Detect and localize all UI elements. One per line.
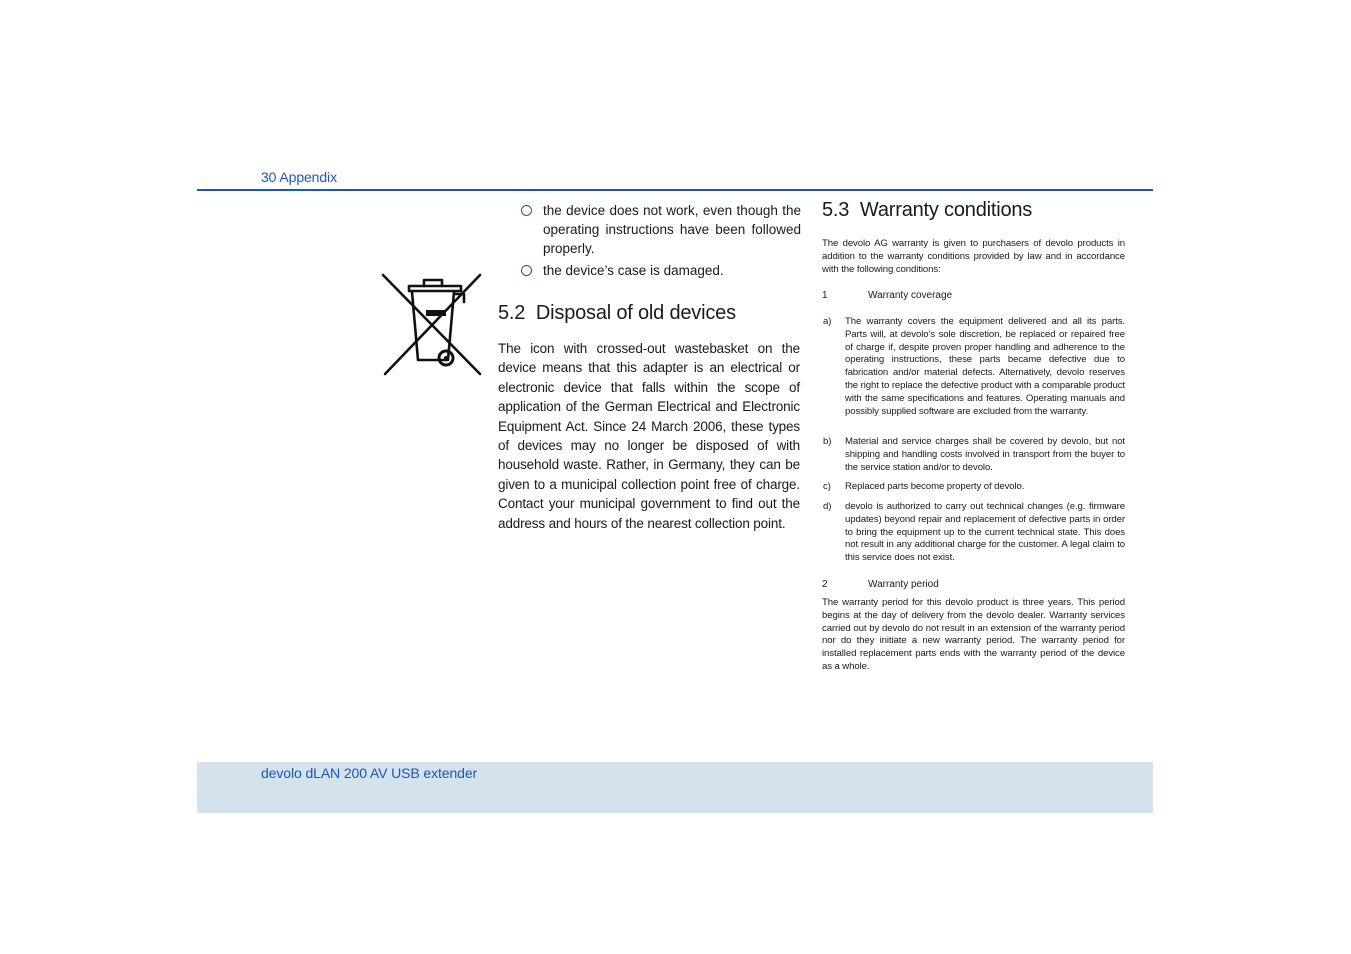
circle-bullet-icon [521, 265, 532, 276]
coverage-item-d [822, 501, 1125, 565]
item-text: Material and service charges shall be covered by devolo, but not shipping and handling costs involved in transport from the buyer to the service station and/or to devolo. [845, 436, 1125, 473]
item-letter: c) [823, 481, 831, 492]
item-letter: d) [823, 501, 832, 512]
item-letter: b) [823, 436, 832, 447]
section-title: Warranty coverage [868, 290, 953, 301]
page-header: 30 Appendix [261, 169, 337, 185]
section-number: 1 [822, 290, 828, 301]
warranty-intro: The devolo AG warranty is given to purchasers of devolo products in addition to the warranty conditions provided by law and in accordance with the following conditions: [822, 238, 1125, 275]
list-item [519, 261, 801, 280]
item-letter: a) [823, 316, 832, 327]
warranty-heading: 5.3 Warranty conditions [822, 199, 1033, 221]
coverage-item-a [822, 316, 1125, 418]
list-item [519, 201, 801, 258]
coverage-item-b [822, 436, 1125, 474]
condition-bullet-list [519, 201, 801, 283]
item-text: devolo is authorized to carry out technical changes (e.g. firmware updates) beyond repair and replacement of defective parts in order to bring the equipment up to the current technical state. This does not result in any additional charge for the customer. A legal claim to this service does not exist. [845, 501, 1125, 564]
bullet-text: the device does not work, even though the operating instructions have been followed properly. [543, 203, 801, 256]
crossed-out-wastebasket-icon [380, 272, 484, 378]
section-number: 2 [822, 579, 828, 590]
warranty-period-body: The warranty period for this devolo product is three years. This period begins at the day of delivery from the devolo dealer. Warranty services carried out by devolo do not result in an extension of the warranty period nor do they initiate a new warranty period. The warranty period for installed replacement parts ends with the warranty period of the device as a whole. [822, 597, 1125, 672]
bullet-text: the device’s case is damaged. [543, 263, 724, 278]
disposal-heading: 5.2 Disposal of old devices [498, 302, 736, 324]
footer-product-name: devolo dLAN 200 AV USB extender [261, 765, 478, 781]
coverage-item-c [822, 481, 1125, 494]
circle-bullet-icon [521, 205, 532, 216]
section-title: Warranty period [868, 579, 939, 590]
disposal-body: The icon with crossed-out wastebasket on the device means that this adapter is an electrical or electronic device that falls within the scope of application of the German Electrical and Electronic Equipment Act. Since 24 March 2006, these types of devices may no longer be disposed of with household waste. Rather, in Germany, they can be given to a municipal collection point free of charge. Contact your municipal government to find out the address and hours of the nearest collection point. [498, 341, 800, 531]
header-rule [197, 189, 1153, 191]
item-text: The warranty covers the equipment delivered and all its parts. Parts will, at devolo’s sole discretion, be replaced or repaired free of charge if, despite proven proper handling and adherence to the operating instructions, these parts became defective due to fabrication and/or material defects. Alternatively, devolo reserves the right to replace the defective product with a comparable product with the same specifications and features. Operating manuals and possibly supplied software are excluded from the warranty. [845, 316, 1125, 417]
item-text: Replaced parts become property of devolo. [845, 481, 1025, 492]
